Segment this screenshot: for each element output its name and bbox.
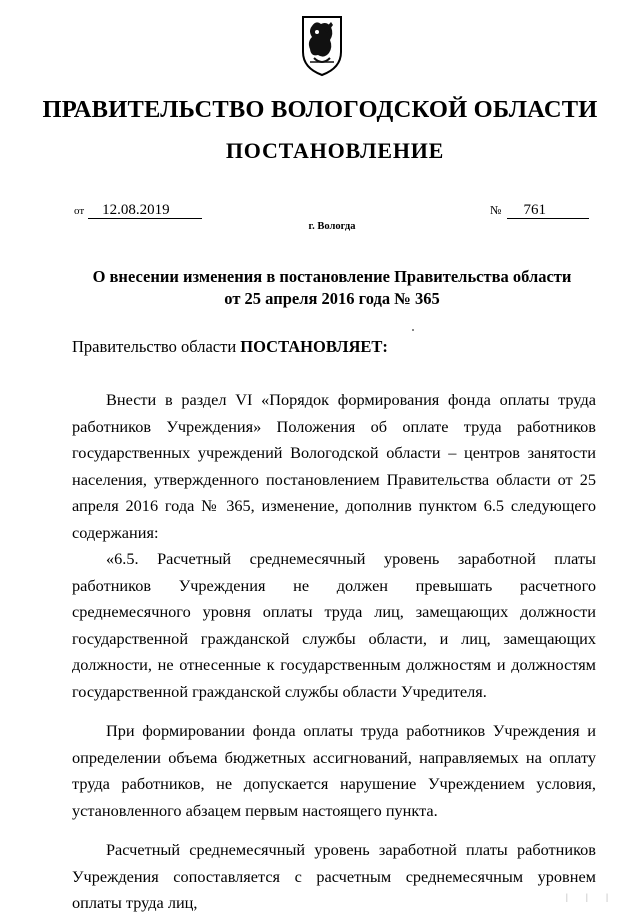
body-paragraph: «6.5. Расчетный среднемесячный уровень заработной платы работников Учреждения не должен превышать расчетного среднемесячного уровня оплаты труда лиц, замещающих должности государственной гражданской службы области, и лиц, замещающих должности, не отнесенные к государственным должностям и должностям государственной гражданской службы области Учредителя.	[72, 549, 596, 701]
body-paragraph: Расчетный среднемесячный уровень заработной платы работников Учреждения сопоставляется с расчетным среднемесячным уровнем оплаты труда лиц,	[72, 840, 596, 912]
body-paragraph: При формировании фонда оплаты труда работников Учреждения и определении объема бюджетных ассигнований, направляемых на оплату труда работников, не допускается нарушение Учреждением условия, установленного абзацем первым настоящего пункта.	[72, 721, 596, 820]
organization-title: ПРАВИТЕЛЬСТВО ВОЛОГОДСКОЙ ОБЛАСТИ	[42, 96, 598, 123]
date-label: от	[74, 205, 85, 217]
date-value: 12.08.2019	[88, 202, 202, 219]
subject-line-2: от 25 апреля 2016 года № 365	[224, 289, 440, 308]
preamble	[72, 337, 388, 357]
emblem-icon	[300, 14, 344, 78]
scan-speck	[412, 329, 414, 331]
preamble-emphasis: ПОСТАНОВЛЯЕТ:	[240, 337, 388, 356]
city: г. Вологда	[308, 221, 356, 232]
body-paragraph: Внести в раздел VI «Порядок формирования фонда оплаты труда работников Учреждения» Положения об оплате труда работников государственных учреждений Вологодской области – центров занятости населения, утвержденного постановлением Правительства области от 25 апреля 2016 года № 365, изменение, дополнив пунктом 6.5 следующего содержания:	[72, 390, 596, 542]
number-label: №	[490, 203, 502, 217]
scan-edge-marks: | | |	[566, 892, 616, 902]
subject-line-1: О внесении изменения в постановление Правительства области	[92, 267, 572, 286]
preamble-text: Правительство области	[72, 337, 241, 356]
number-value: 761	[507, 202, 589, 219]
document-subject	[0, 266, 640, 310]
document-type: ПОСТАНОВЛЕНИЕ	[225, 138, 445, 163]
document-date	[74, 202, 202, 219]
document-number	[490, 202, 589, 219]
document-body	[72, 387, 596, 917]
